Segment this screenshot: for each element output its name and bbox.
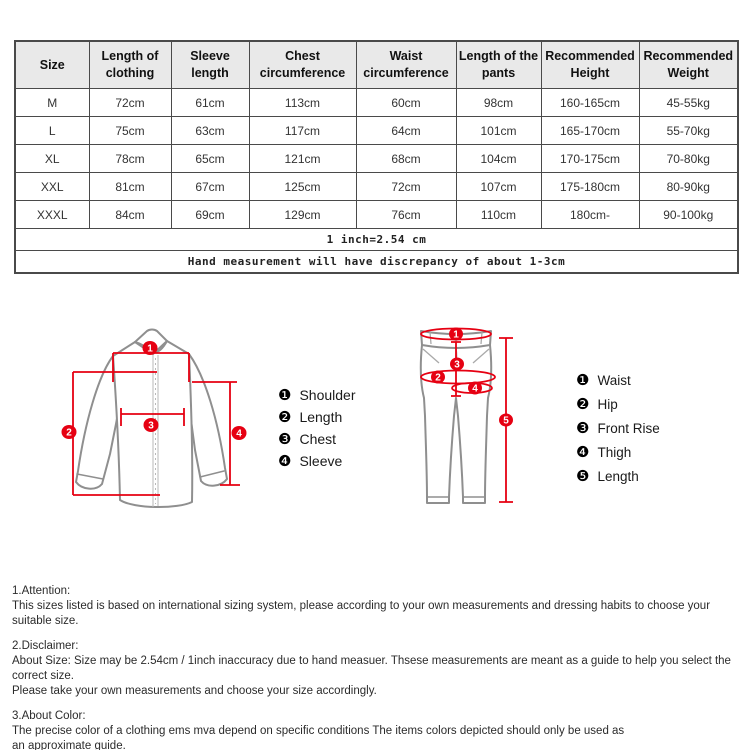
legend-label: Sleeve	[299, 453, 343, 469]
table-cell: 107cm	[456, 173, 541, 201]
table-cell: 180cm-	[541, 201, 639, 229]
table-cell: 70-80kg	[639, 145, 738, 173]
note-about-color	[12, 709, 744, 750]
column-header: Waist circumference	[356, 41, 456, 89]
footnote-text: Hand measurement will have discrepancy of about 1-3cm	[15, 251, 738, 274]
legend-label: Chest	[299, 431, 337, 447]
note-disclaimer	[12, 639, 744, 699]
table-cell: 63cm	[171, 117, 249, 145]
table-cell: 160-165cm	[541, 89, 639, 117]
table-row	[15, 201, 738, 229]
circled-4-icon: ❹	[278, 452, 292, 470]
table-cell: 101cm	[456, 117, 541, 145]
table-cell: 61cm	[171, 89, 249, 117]
legend-label: Shoulder	[299, 387, 356, 403]
table-cell: M	[15, 89, 89, 117]
legend-item	[576, 416, 660, 440]
size-chart-body	[15, 89, 738, 274]
table-cell: 55-70kg	[639, 117, 738, 145]
legend-label: Length	[299, 409, 343, 425]
table-cell: 68cm	[356, 145, 456, 173]
column-header: Sleeve length	[171, 41, 249, 89]
table-row	[15, 89, 738, 117]
pants-marker-3: 3	[454, 359, 460, 371]
circled-4-icon: ❹	[576, 443, 590, 461]
note-line: About Size: Size may be 2.54cm / 1inch inaccuracy due to hand measuer. Thsese measurements are meant as a guide to help you select the correct size.	[12, 655, 731, 682]
table-row	[15, 173, 738, 201]
legend-item	[576, 368, 660, 392]
legend-item	[278, 384, 356, 406]
table-cell: 121cm	[249, 145, 356, 173]
shirt-legend	[278, 384, 356, 472]
column-header: Chest circumference	[249, 41, 356, 89]
table-cell: 72cm	[356, 173, 456, 201]
table-cell: 65cm	[171, 145, 249, 173]
shirt-marker-3: 3	[148, 420, 154, 432]
pants-marker-1: 1	[453, 329, 459, 341]
circled-3-icon: ❸	[278, 430, 292, 448]
circled-2-icon: ❷	[278, 408, 292, 426]
legend-label: Front Rise	[597, 420, 660, 436]
legend-item	[278, 406, 356, 428]
shirt-diagram-icon	[58, 328, 253, 518]
footnote-text: 1 inch=2.54 cm	[15, 229, 738, 251]
circled-2-icon: ❷	[576, 395, 590, 413]
legend-item	[576, 392, 660, 416]
table-cell: XL	[15, 145, 89, 173]
note-line: This sizes listed is based on international sizing system, please according to your own measurements and dressing habits to choose your suitable size.	[12, 600, 711, 627]
legend-label: Length	[597, 468, 639, 484]
size-chart-table	[14, 40, 739, 274]
pants-legend	[576, 368, 660, 488]
footnote-row	[15, 251, 738, 274]
column-header: Recommended Weight	[639, 41, 738, 89]
circled-1-icon: ❶	[576, 371, 590, 389]
table-cell: 129cm	[249, 201, 356, 229]
note-line: an approximate guide.	[12, 740, 126, 750]
table-cell: 90-100kg	[639, 201, 738, 229]
table-row	[15, 117, 738, 145]
table-cell: 76cm	[356, 201, 456, 229]
table-cell: 78cm	[89, 145, 171, 173]
table-cell: 81cm	[89, 173, 171, 201]
note-title: 2.Disclaimer:	[12, 640, 79, 652]
shirt-marker-4: 4	[236, 428, 242, 440]
pants-measurement-diagram	[400, 320, 520, 510]
table-cell: 98cm	[456, 89, 541, 117]
legend-label: Hip	[597, 396, 618, 412]
pants-diagram-icon	[400, 320, 520, 510]
table-cell: 75cm	[89, 117, 171, 145]
table-cell: 84cm	[89, 201, 171, 229]
table-cell: 165-170cm	[541, 117, 639, 145]
circled-5-icon: ❺	[576, 467, 590, 485]
table-cell: L	[15, 117, 89, 145]
pants-marker-5: 5	[503, 415, 509, 427]
pants-marker-4: 4	[472, 383, 478, 395]
column-header: Recommended Height	[541, 41, 639, 89]
size-chart-header-row	[15, 41, 738, 89]
table-cell: 113cm	[249, 89, 356, 117]
column-header: Length of clothing	[89, 41, 171, 89]
table-cell: 60cm	[356, 89, 456, 117]
circled-3-icon: ❸	[576, 419, 590, 437]
legend-item	[576, 440, 660, 464]
legend-item	[576, 464, 660, 488]
note-title: 3.About Color:	[12, 710, 86, 722]
table-cell: 67cm	[171, 173, 249, 201]
footnote-row	[15, 229, 738, 251]
column-header: Length of the pants	[456, 41, 541, 89]
table-cell: 45-55kg	[639, 89, 738, 117]
column-header: Size	[15, 41, 89, 89]
legend-item	[278, 450, 356, 472]
table-cell: 80-90kg	[639, 173, 738, 201]
table-cell: 175-180cm	[541, 173, 639, 201]
note-title: 1.Attention:	[12, 585, 71, 597]
table-cell: 104cm	[456, 145, 541, 173]
note-line: The precise color of a clothing ems mva depend on specific conditions The items colors depicted should only be used as	[12, 725, 625, 737]
notes-section	[12, 584, 744, 750]
table-cell: 72cm	[89, 89, 171, 117]
table-cell: XXXL	[15, 201, 89, 229]
legend-label: Thigh	[597, 444, 632, 460]
legend-label: Waist	[597, 372, 631, 388]
table-cell: 110cm	[456, 201, 541, 229]
pants-marker-2: 2	[435, 372, 441, 384]
table-cell: 170-175cm	[541, 145, 639, 173]
table-cell: XXL	[15, 173, 89, 201]
shirt-measurement-diagram	[58, 328, 253, 518]
table-cell: 64cm	[356, 117, 456, 145]
note-attention	[12, 584, 744, 629]
table-cell: 117cm	[249, 117, 356, 145]
shirt-marker-1: 1	[147, 343, 153, 355]
table-cell: 69cm	[171, 201, 249, 229]
table-row	[15, 145, 738, 173]
legend-item	[278, 428, 356, 450]
note-line: Please take your own measurements and choose your size accordingly.	[12, 685, 377, 697]
circled-1-icon: ❶	[278, 386, 292, 404]
shirt-marker-2: 2	[66, 427, 72, 439]
table-cell: 125cm	[249, 173, 356, 201]
